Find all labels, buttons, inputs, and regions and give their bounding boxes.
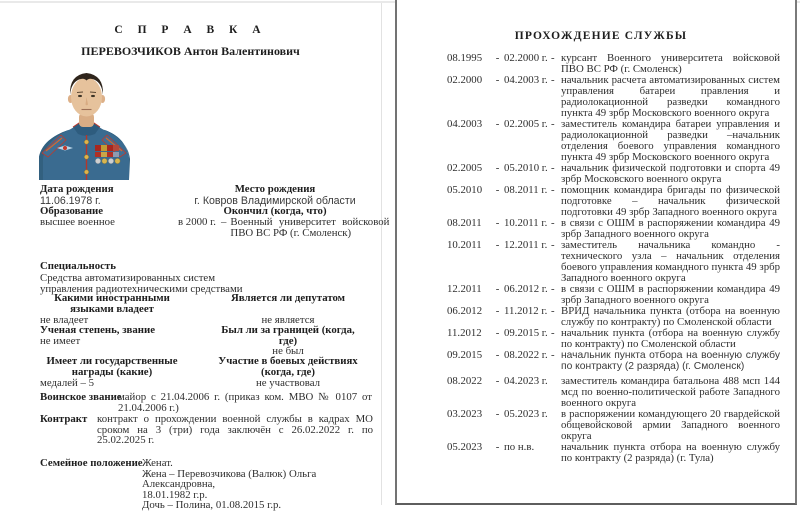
date-from: 09.2015 [447, 349, 483, 361]
entry-text: начальник расчета автоматизированных систем управления батареи правления и радиолокационной разведки командного пункта 49 зрбр Московского военного округа [561, 74, 780, 119]
entry-dash: - [551, 239, 555, 251]
date-from: 08.1995 [447, 52, 483, 64]
date-to: 10.2011 г. [504, 217, 548, 229]
entry-text: заместитель начальника командно - технического узла – начальник отделения боевого управления командного пункта 49 зрбр Западного военного округа [561, 239, 780, 284]
left-page-right-edge [381, 3, 382, 505]
date-to: 09.2015 г. [504, 327, 548, 339]
service-entry [447, 350, 780, 372]
date-from: 02.2000 [447, 74, 483, 86]
service-entry [447, 163, 780, 185]
entry-text: в связи с ОШМ в распоряжении командира 49 зрбр Западного военного округа [561, 283, 780, 306]
abroad-value: не был [272, 345, 304, 357]
date-to: 02.2005 г. [504, 118, 548, 130]
date-separator: - [495, 239, 500, 251]
entry-text: курсант Военного университета войсковой ПВО ВС РФ (г. Смоленск) [561, 52, 780, 75]
date-separator: - [495, 408, 500, 420]
date-from: 04.2003 [447, 118, 483, 130]
date-separator: - [495, 74, 500, 86]
entry-dash: - [551, 283, 555, 295]
birth-date-label: Дата рождения [40, 183, 114, 195]
rank-value: майор с 21.04.2006 г. (приказ ком. МВО № 0107 от 21.04.2006 г.) [118, 391, 372, 414]
date-from: 05.2010 [447, 184, 483, 196]
entry-dash: - [551, 349, 555, 361]
date-to: 06.2012 г. [504, 283, 548, 295]
service-entry [447, 284, 780, 306]
document-title: С П Р А В К А [114, 24, 267, 36]
family-line: 18.01.1982 г.р. [142, 488, 208, 501]
date-separator: - [495, 283, 500, 295]
family-line: Жена – Перевозчикова (Валюк) Ольга Александровна, [142, 467, 317, 491]
person-name: ПЕРЕВОЗЧИКОВ Антон Валентинович [81, 44, 300, 58]
service-entry [447, 442, 780, 464]
date-from: 05.2023 [447, 441, 483, 453]
awards-value: медалей – 5 [40, 377, 95, 389]
date-to: 08.2011 г. [504, 184, 548, 196]
entry-text: помощник командира бригады по физической подготовке – начальник физической подготовки 49 зрбр Западного военного округа [561, 184, 780, 218]
date-separator: - [495, 52, 500, 64]
entry-text: заместитель командира батареи управления и радиолокационной разведки –начальник отделения боевого управления командного пункта 49 зрбр Московского военного округа [561, 118, 780, 163]
entry-dash: - [551, 118, 555, 130]
service-entry [447, 240, 780, 284]
entry-text: начальник пункта отбора на военную службу по контракту (2 разряда) (г. Смоленск) [561, 350, 780, 372]
entry-dash: - [551, 305, 555, 317]
entry-text: в распоряжении командующего 20 гвардейской общевойсковой армии Западного военного округа [561, 408, 780, 442]
date-separator: - [495, 375, 500, 387]
languages-label: Какими иностранными языками владеет [54, 292, 170, 315]
service-entry [447, 218, 780, 240]
birth-date-value: 11.06.1978 г. [40, 195, 101, 207]
birth-place-label: Место рождения [234, 183, 316, 195]
service-entry [447, 306, 780, 328]
service-entry [447, 53, 780, 75]
service-entry [447, 75, 780, 119]
abroad-label: Был ли за границей (когда, где) [221, 324, 355, 347]
graduated-what: Военный университет войсковой ПВО ВС РФ (г. Смоленск) [230, 216, 390, 239]
entry-dash: - [551, 217, 555, 229]
specialty-label: Специальность [40, 260, 116, 272]
date-from: 10.2011 [447, 239, 482, 251]
entry-text: в связи с ОШМ в распоряжении командира 49 зрбр Западного военного округа [561, 217, 780, 240]
service-entry [447, 119, 780, 163]
date-separator: - [495, 118, 500, 130]
education-value: высшее военное [40, 216, 115, 228]
date-to: 11.2012 г. [504, 305, 548, 317]
date-to: 08.2022 г. [504, 349, 548, 361]
date-from: 11.2012 [447, 327, 482, 339]
degree-label: Ученая степень, звание [40, 324, 155, 336]
date-to: 05.2023 г. [504, 408, 548, 420]
date-separator: - [495, 305, 500, 317]
entry-text: начальник пункта (отбора на военную службу по контракту) по Смоленской области [561, 327, 780, 350]
entry-dash: - [551, 184, 555, 196]
date-separator: - [495, 162, 500, 174]
date-from: 08.2011 [447, 217, 482, 229]
birth-place-value: г. Ковров Владимирской области [194, 195, 356, 207]
service-entry [447, 409, 780, 442]
date-to: 04.2023 г. [504, 375, 548, 387]
date-separator: - [495, 441, 500, 453]
portrait-photo [37, 63, 131, 180]
family-line: Женат. [142, 457, 173, 469]
deputy-label: Является ли депутатом [230, 292, 346, 304]
entry-text: ВРИД начальника пункта (отбора на военную службу по контракту) по Смоленской области [561, 305, 780, 328]
date-separator: - [495, 184, 500, 196]
entry-dash: - [551, 52, 555, 64]
date-to: 02.2000 г. [504, 52, 548, 64]
date-from: 06.2012 [447, 305, 483, 317]
service-entry [447, 185, 780, 218]
graduated-row [178, 216, 390, 239]
entry-dash: - [551, 327, 555, 339]
family-label: Семейное положение [40, 457, 143, 469]
service-entry [447, 328, 780, 350]
date-to: 05.2010 г. [504, 162, 548, 174]
date-separator: - [495, 217, 500, 229]
degree-value: не имеет [40, 335, 81, 347]
combat-value: не участвовал [255, 377, 321, 389]
service-entry [447, 376, 780, 409]
portrait-illustration [37, 63, 131, 180]
deputy-value: не является [261, 314, 315, 326]
education-label: Образование [40, 205, 104, 217]
date-from: 12.2011 [447, 283, 482, 295]
date-to: 04.2003 г. [504, 74, 548, 86]
family-line: Дочь – Полина, 01.08.2015 г.р. [142, 499, 282, 511]
rank-label: Воинское звание [40, 391, 122, 403]
date-from: 08.2022 [447, 375, 483, 387]
entry-dash: - [551, 162, 555, 174]
date-separator: - [495, 327, 500, 339]
entry-dash: - [551, 74, 555, 86]
service-title: ПРОХОЖДЕНИЕ СЛУЖБЫ [514, 30, 688, 42]
entry-text: заместитель командира батальона 488 мсп 144 мсд по военно-политической работе Западного военного округа [561, 375, 780, 409]
languages-value: не владеет [40, 314, 89, 326]
entry-text: начальник физической подготовки и спорта 49 зрбр Московского военного округа [561, 162, 780, 185]
specialty-value: Средства автоматизированных систем управления радиотехническими средствами [40, 272, 243, 295]
date-to: по н.в. [504, 441, 535, 453]
awards-label: Имеет ли государственные награды (какие) [46, 355, 178, 378]
contract-label: Контракт [40, 413, 88, 425]
graduated-when: в 2000 г. [178, 216, 216, 228]
date-separator: - [495, 349, 500, 361]
service-list [447, 53, 780, 464]
date-from: 02.2005 [447, 162, 483, 174]
combat-label: Участие в боевых действиях (когда, где) [218, 355, 358, 378]
entry-text: начальник пункта отбора на военную службу по контракту (2 разряда) (г. Тула) [561, 441, 780, 464]
contract-value: контракт о прохождении военной службы в кадрах МО сроком на 3 (три) года заключён с 26.02.2022 г. по 25.02.2025 г. [97, 413, 373, 447]
date-to: 12.2011 г. [504, 239, 548, 251]
date-from: 03.2023 [447, 408, 483, 420]
graduated-label: Окончил (когда, что) [223, 205, 327, 217]
graduated-dash: – [221, 216, 227, 228]
family-value [142, 458, 380, 511]
